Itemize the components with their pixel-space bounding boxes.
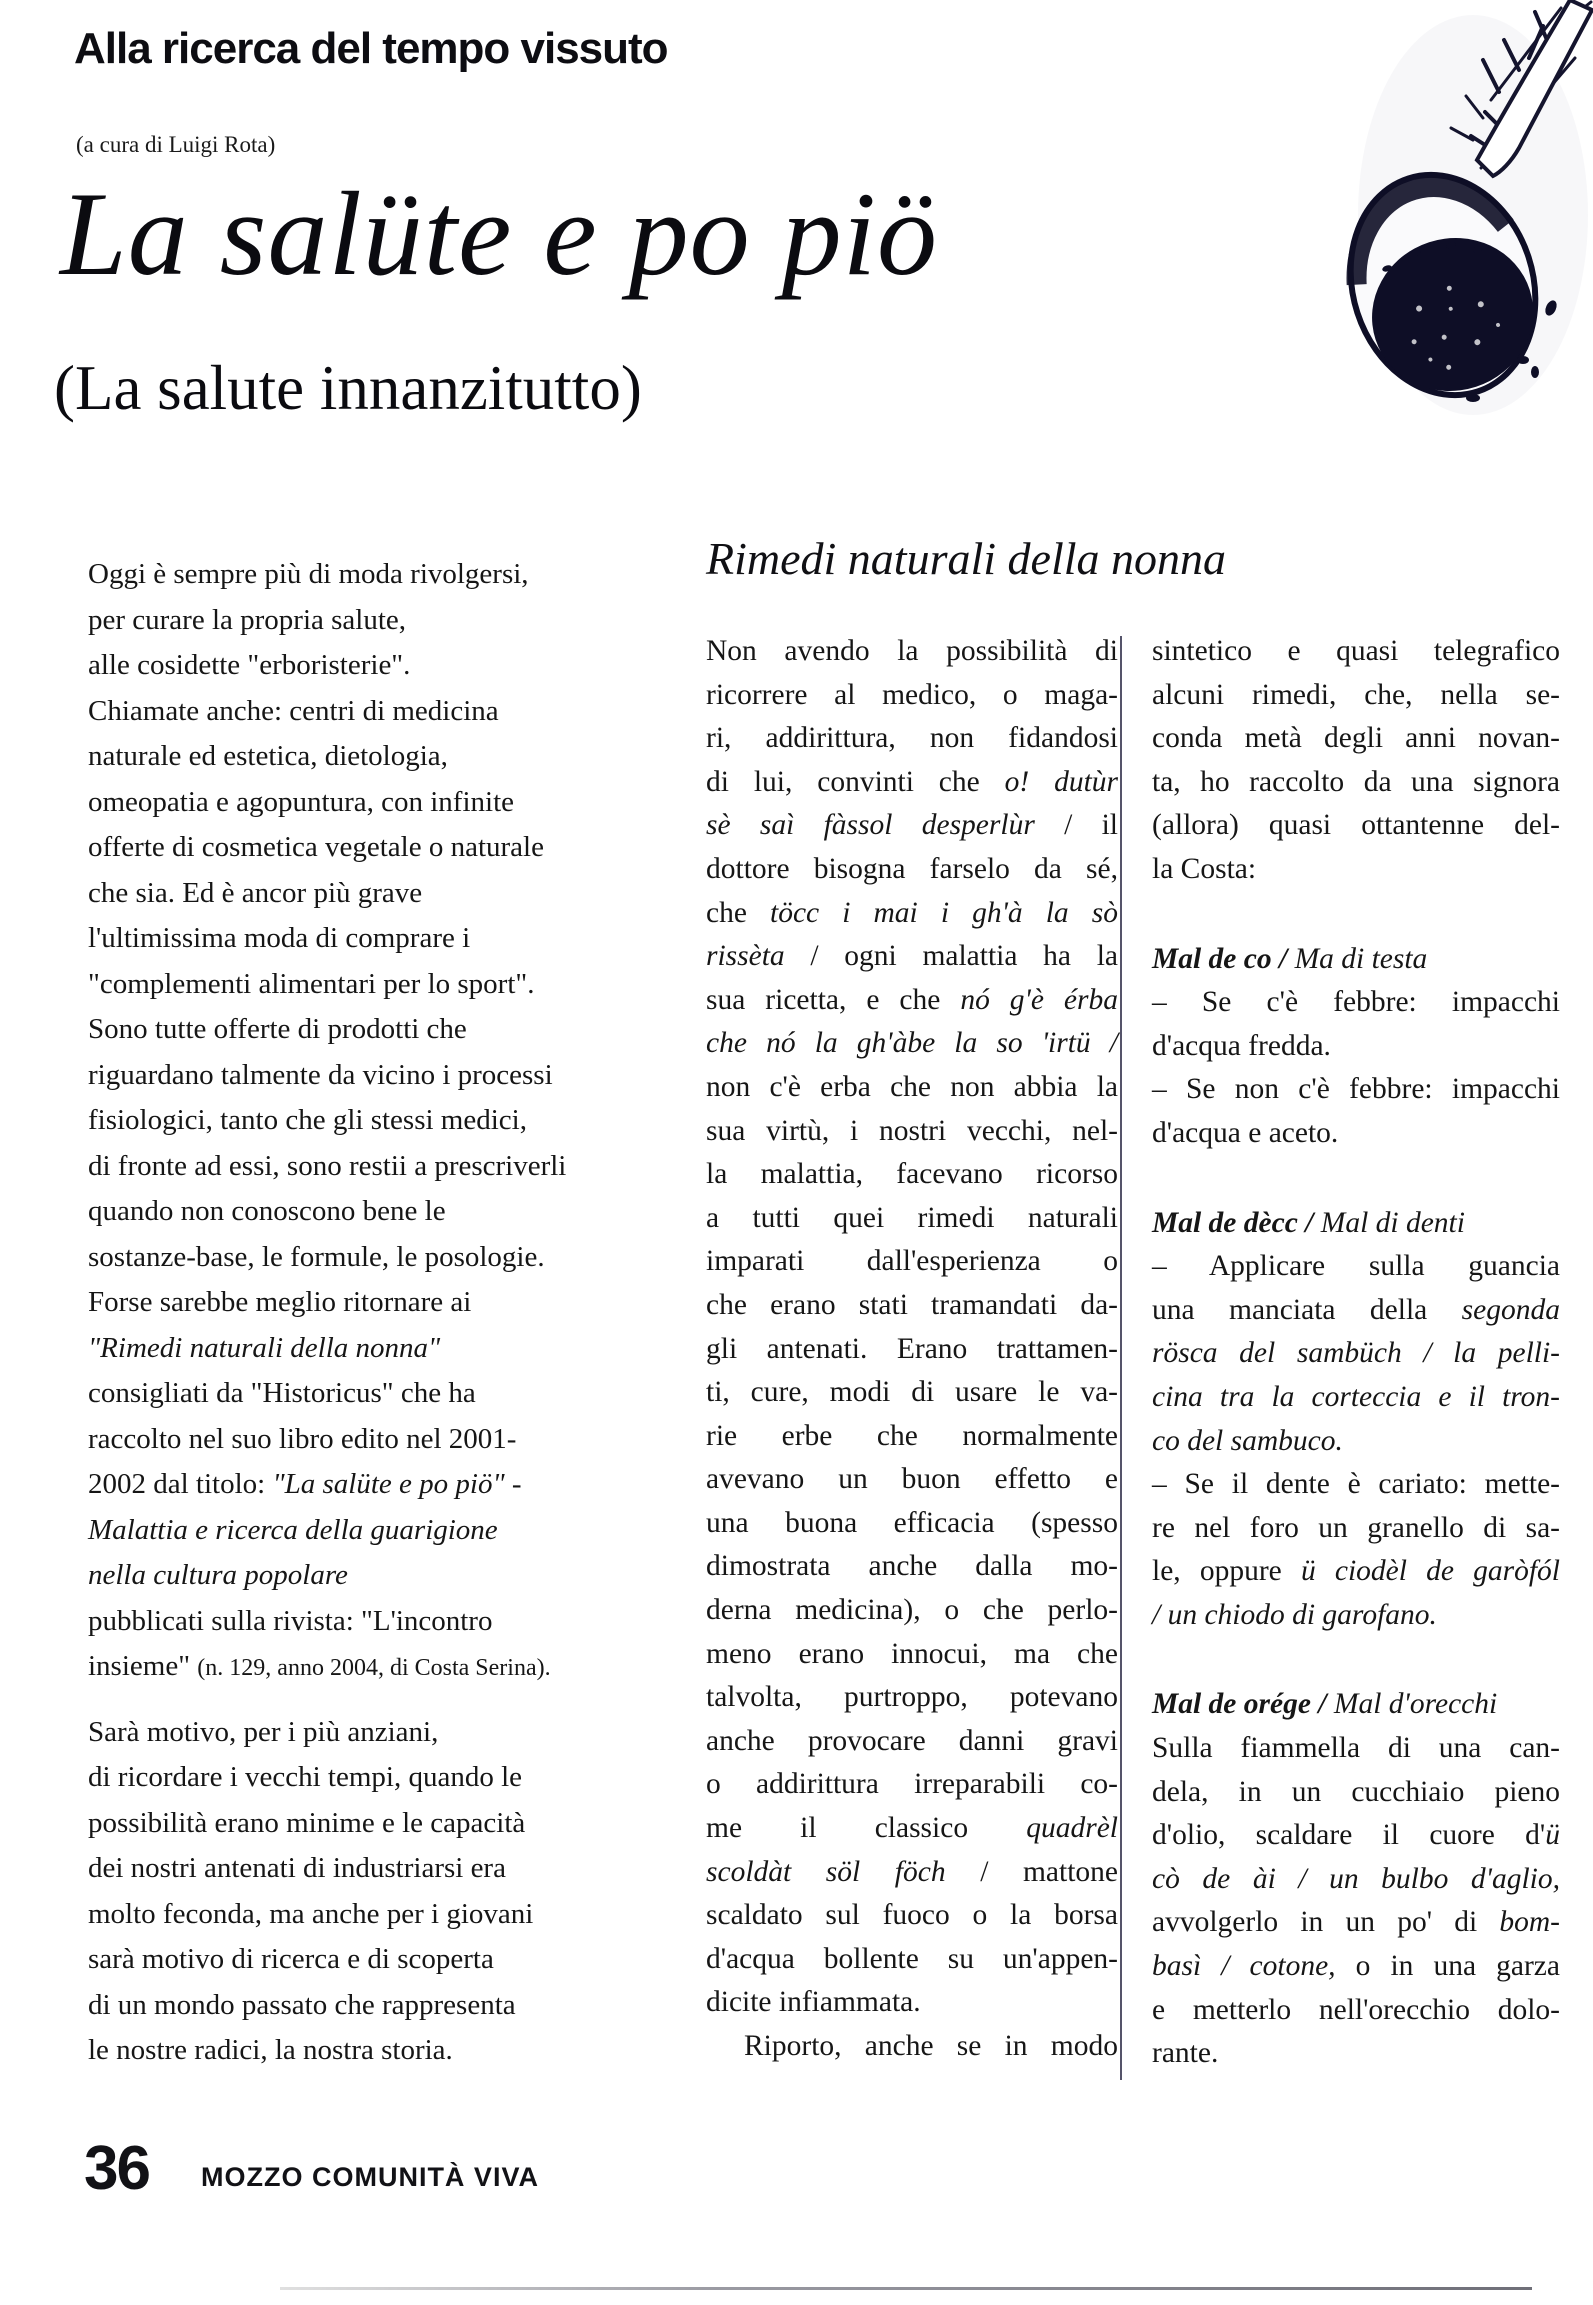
text-line: la Costa:	[1152, 852, 1257, 885]
text-line: raccolto nel suo libro edito nel 2001-	[88, 1422, 517, 1455]
text-line: – Se non c'è febbre: impacchi	[1152, 1073, 1560, 1106]
text-line: ta, ho raccolto da una signora	[1152, 765, 1560, 798]
text-line: Oggi è sempre più di moda rivolgersi,	[88, 558, 529, 590]
text-line: avvolgerlo in un po' di bom-	[1152, 1906, 1560, 1939]
article-title: La salüte e po piö	[60, 167, 938, 300]
text-line: naturale ed estetica, dietologia,	[88, 740, 448, 772]
text-line: re nel foro un granello di sa-	[1152, 1511, 1560, 1544]
text-line: non c'è erba che non abbia la	[706, 1070, 1118, 1103]
text-line: Mal de dècc / Mal di denti	[1152, 1206, 1465, 1239]
text-line: per curare la propria salute,	[88, 603, 407, 636]
text-line: Non avendo la possibilità di	[706, 635, 1118, 667]
text-line: co del sambuco.	[1152, 1424, 1343, 1457]
text-line: / un chiodo di garofano.	[1152, 1598, 1437, 1631]
text-line: dela, in un cucchiaio pieno	[1152, 1775, 1560, 1808]
text-line: rante.	[1152, 2037, 1219, 2070]
text-line: l'ultimissima moda di comprare i	[88, 922, 471, 954]
text-line: cò de ài / un bulbo d'aglio,	[1152, 1862, 1560, 1895]
text-line: "complementi alimentari per lo sport".	[88, 967, 535, 1000]
text-line: rissèta / ogni malattia ha la	[706, 940, 1118, 973]
text-line: consigliati da "Historicus" che ha	[88, 1377, 476, 1409]
text-line: – Applicare sulla guancia	[1152, 1250, 1560, 1283]
text-line: che erano stati tramandati da-	[706, 1288, 1118, 1321]
text-line: che nó la gh'àbe la so 'irtü /	[706, 1027, 1118, 1060]
text-line: una manciata della segonda	[1152, 1293, 1560, 1326]
page-number: 36	[84, 2134, 149, 2203]
text-line: Sarà motivo, per i più anziani,	[88, 1715, 439, 1748]
text-line: Sulla fiammella di una can-	[1152, 1732, 1560, 1765]
text-line: rösca del sambüch / la pelli-	[1152, 1337, 1560, 1370]
text-line: basì / cotone, o in una garza	[1152, 1950, 1560, 1983]
spoon-seeds-photo-icon	[1323, 0, 1593, 430]
text-line: o addirittura irreparabili co-	[706, 1768, 1118, 1801]
text-line: che töcc i mai i gh'à la sò	[706, 896, 1118, 929]
page-kicker: Alla ricerca del tempo vissuto	[74, 24, 668, 73]
text-line: sua ricetta, e che nó g'è érba	[706, 983, 1119, 1016]
text-line: insieme" (n. 129, anno 2004, di Costa Serina).	[88, 1650, 551, 1682]
text-line: Mal de co / Ma di testa	[1152, 942, 1428, 975]
article-right-column	[1152, 630, 1560, 2076]
text-line: Chiamate anche: centri di medicina	[88, 694, 499, 727]
text-line: Malattia e ricerca della guarigione	[88, 1513, 498, 1546]
text-line: gli antenati. Erano trattamen-	[706, 1332, 1118, 1365]
text-line: ricorrere al medico, o maga-	[706, 678, 1118, 711]
text-line: scaldato sul fuoco o la borsa	[706, 1899, 1118, 1932]
text-line: a tutti quei rimedi naturali	[706, 1201, 1118, 1234]
text-line: e metterlo nell'orecchio dolo-	[1152, 1993, 1560, 2026]
text-line: rie erbe che normalmente	[706, 1419, 1118, 1452]
text-line: omeopatia e agopuntura, con infinite	[88, 785, 514, 818]
text-line: d'olio, scaldare il cuore d'ü	[1152, 1819, 1560, 1852]
text-line: ri, addirittura, non fidandosi	[706, 722, 1118, 755]
text-line: cina tra la corteccia e il tron-	[1152, 1380, 1560, 1413]
byline: (a cura di Luigi Rota)	[76, 132, 276, 157]
intro-column	[88, 552, 688, 2074]
text-line: sintetico e quasi telegrafico	[1152, 635, 1560, 667]
page-footer	[84, 2134, 539, 2203]
text-line: sè saì fàssol desperlùr / il	[706, 809, 1118, 842]
text-line: Sono tutte offerte di prodotti che	[88, 1013, 467, 1045]
text-line: derna medicina), o che perlo-	[706, 1594, 1118, 1627]
text-line: scoldàt söl föch / mattone	[706, 1855, 1118, 1888]
text-line: d'acqua e aceto.	[1152, 1116, 1339, 1149]
text-line: la malattia, facevano ricorso	[706, 1158, 1118, 1191]
text-line: ti, cure, modi di usare le va-	[706, 1376, 1118, 1409]
text-line: alcuni rimedi, che, nella se-	[1152, 678, 1560, 711]
text-line: offerte di cosmetica vegetale o naturale	[88, 831, 544, 863]
text-line: quando non conoscono bene le	[88, 1195, 446, 1227]
text-line: talvolta, purtroppo, potevano	[706, 1681, 1118, 1714]
text-line: di ricordare i vecchi tempi, quando le	[88, 1761, 523, 1793]
text-line: imparati dall'esperienza o	[706, 1245, 1118, 1278]
text-line: sua virtù, i nostri vecchi, nel-	[706, 1114, 1118, 1147]
text-line: che sia. Ed è ancor più grave	[88, 876, 423, 909]
text-line: dottore bisogna farselo da sé,	[706, 852, 1118, 885]
text-line: sarà motivo di ricerca e di scoperta	[88, 1943, 494, 1975]
text-line: dei nostri antenati di industriarsi era	[88, 1852, 506, 1884]
text-line: sostanze-base, le formule, le posologie.	[88, 1240, 545, 1273]
text-line: di un mondo passato che rappresenta	[88, 1988, 516, 2021]
text-line: 2002 dal titolo: "La salüte e po piö" -	[88, 1468, 522, 1500]
text-line: dicite infiammata.	[706, 1986, 921, 2019]
text-line: le, oppure ü ciodèl de garòfól	[1152, 1555, 1560, 1588]
text-line: di lui, convinti che o! dutùr	[706, 765, 1118, 798]
text-line: me il classico quadrèl	[706, 1812, 1118, 1845]
text-line: Riporto, anche se in modo	[744, 2030, 1118, 2062]
article-middle-column	[706, 630, 1118, 2069]
text-line: fisiologici, tanto che gli stessi medici,	[88, 1104, 527, 1136]
text-line: avevano un buon effetto e	[706, 1463, 1118, 1496]
text-line: alle cosidette "erboristerie".	[88, 649, 411, 681]
text-line: pubblicati sulla rivista: "L'incontro	[88, 1604, 493, 1637]
text-line: conda metà degli anni novan-	[1152, 722, 1560, 755]
text-line: (allora) quasi ottantenne del-	[1152, 809, 1560, 842]
text-line: – Se il dente è cariato: mette-	[1152, 1468, 1560, 1501]
section-title: Rimedi naturali della nonna	[706, 533, 1227, 584]
article-subtitle: (La salute innanzitutto)	[54, 353, 642, 423]
text-line: dimostrata anche dalla mo-	[706, 1550, 1118, 1583]
text-line: d'acqua bollente su un'appen-	[706, 1942, 1118, 1975]
text-line: molto feconda, ma anche per i giovani	[88, 1897, 534, 1930]
text-line: riguardano talmente da vicino i processi	[88, 1058, 553, 1091]
text-line: "Rimedi naturali della nonna"	[88, 1331, 441, 1364]
magazine-name: MOZZO COMUNITÀ VIVA	[200, 2162, 539, 2192]
column-divider	[1120, 636, 1122, 2080]
text-line: di fronte ad essi, sono restii a prescriverli	[88, 1149, 567, 1182]
text-line: una buona efficacia (spesso	[706, 1506, 1118, 1539]
text-line: nella cultura popolare	[88, 1559, 348, 1591]
text-line: le nostre radici, la nostra storia.	[88, 2034, 453, 2066]
bottom-rule	[280, 2287, 1532, 2290]
text-line: – Se c'è febbre: impacchi	[1152, 986, 1560, 1019]
text-line: anche provocare danni gravi	[706, 1724, 1118, 1757]
text-line: Mal de orége / Mal d'orecchi	[1152, 1688, 1498, 1721]
text-line: meno erano innocui, ma che	[706, 1637, 1118, 1670]
text-line: possibilità erano minime e le capacità	[88, 1806, 526, 1839]
text-line: Forse sarebbe meglio ritornare ai	[88, 1286, 472, 1318]
text-line: d'acqua fredda.	[1152, 1029, 1331, 1062]
